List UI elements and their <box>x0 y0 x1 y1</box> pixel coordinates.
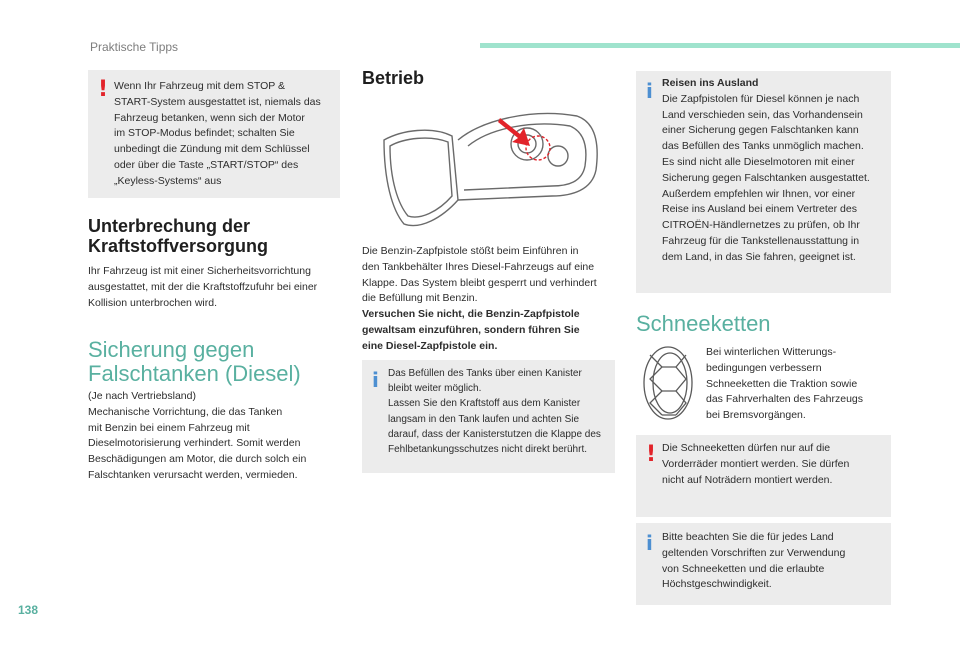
paragraph-unterbrechung: Ihr Fahrzeug ist mit einer Sicherheitsvorrichtung ausgestattet, mit der die Kraftstoffzufuhr bei einer Kollision unterbrochen wird. <box>88 265 318 309</box>
exclamation-icon: ! <box>646 442 657 467</box>
header-accent-bar <box>480 43 960 48</box>
warning-note-stop-start <box>88 70 340 198</box>
page-number: 138 <box>18 603 39 617</box>
exclamation-icon: ! <box>98 77 109 102</box>
info-text: Das Befüllen des Tanks über einen Kanister bleibt weiter möglich. Lassen Sie den Kraftstoff aus dem Kanister langsam in den Tank laufen und achten Sie darauf, dass der Kanisterstutzen die Klappe des Fehlbetankungsschutzes nicht direkt berührt. <box>388 368 601 456</box>
info-note-speed <box>636 523 891 605</box>
heading-betrieb: Betrieb <box>362 68 425 88</box>
paragraph-sicherung: (Je nach Vertriebsland) Mechanische Vorrichtung, die das Tanken mit Benzin bei einem Fahrzeug mit Dieselmotorisierung verhindert. Somit werden Beschädigungen am Motor, die durch solch ein Falschtanken verursacht werden, vermieden. <box>88 390 307 481</box>
info-text: Reisen ins Ausland Die Zapfpistolen für Diesel können je nach Land verschieden sein, das Vorhandensein einer Sicherung gegen Falschtanken kann das Befüllen des Tanks unmöglich machen. Es sind nicht alle Dieselmotoren mit einer Sicherung gegen Falschtanken ausgestattet. Außerdem empfehlen wir Ihnen, vor einer Reise ins Ausland bei einem Vertreter des CITROËN-Händlernetzes zu prüfen, ob Ihr Fahrzeug für die Tankstellenausstattung in dem Land, in das Sie fahren, geeignet ist. <box>662 77 870 263</box>
info-icon: i <box>646 531 653 555</box>
info-text: Bitte beachten Sie die für jedes Land geltenden Vorschriften zur Verwendung von Schneeketten und die erlaubte Höchstgeschwindigkeit. <box>662 531 846 591</box>
info-note-kanister <box>362 360 615 473</box>
paragraph-schneeketten: Bei winterlichen Witterungs- bedingungen verbessern Schneeketten die Traktion sowie das Fahrverhalten des Fahrzeugs bei Bremsvorgängen. <box>706 346 864 422</box>
warning-note-schneeketten <box>636 435 891 517</box>
heading-unterbrechung: Unterbrechung der Kraftstoffversorgung <box>88 216 269 256</box>
snow-chain-tire-illustration <box>640 343 700 423</box>
section-header: Praktische Tipps <box>90 40 179 54</box>
fuel-filler-illustration <box>372 100 612 240</box>
warning-text: Wenn Ihr Fahrzeug mit dem STOP & START-System ausgestattet ist, niemals das Fahrzeug betanken, wenn sich der Motor im STOP-Modus befindet; schalten Sie unbedingt die Zündung mit dem Schlüssel oder über die Taste „START/STOP“ des „Keyless-Systems“ aus <box>114 80 321 187</box>
info-icon: i <box>646 79 653 103</box>
info-note-ausland <box>636 71 891 293</box>
warning-text: Die Schneeketten dürfen nur auf die Vorderräder montiert werden. Sie dürfen nicht auf Noträdern montiert werden. <box>662 442 850 486</box>
paragraph-betrieb: Die Benzin-Zapfpistole stößt beim Einführen in den Tankbehälter Ihres Diesel-Fahrzeugs auf eine Klappe. Das System bleibt gesperrt und verhindert die Befüllung mit Benzin. Versuchen Sie nicht, die Benzin-Zapfpistole gewaltsam einzuführen, sondern führen Sie eine Diesel-Zapfpistole ein. <box>362 245 597 352</box>
heading-schneeketten: Schneeketten <box>636 311 771 336</box>
heading-sicherung: Sicherung gegen Falschtanken (Diesel) <box>88 337 301 386</box>
info-icon: i <box>372 368 379 392</box>
